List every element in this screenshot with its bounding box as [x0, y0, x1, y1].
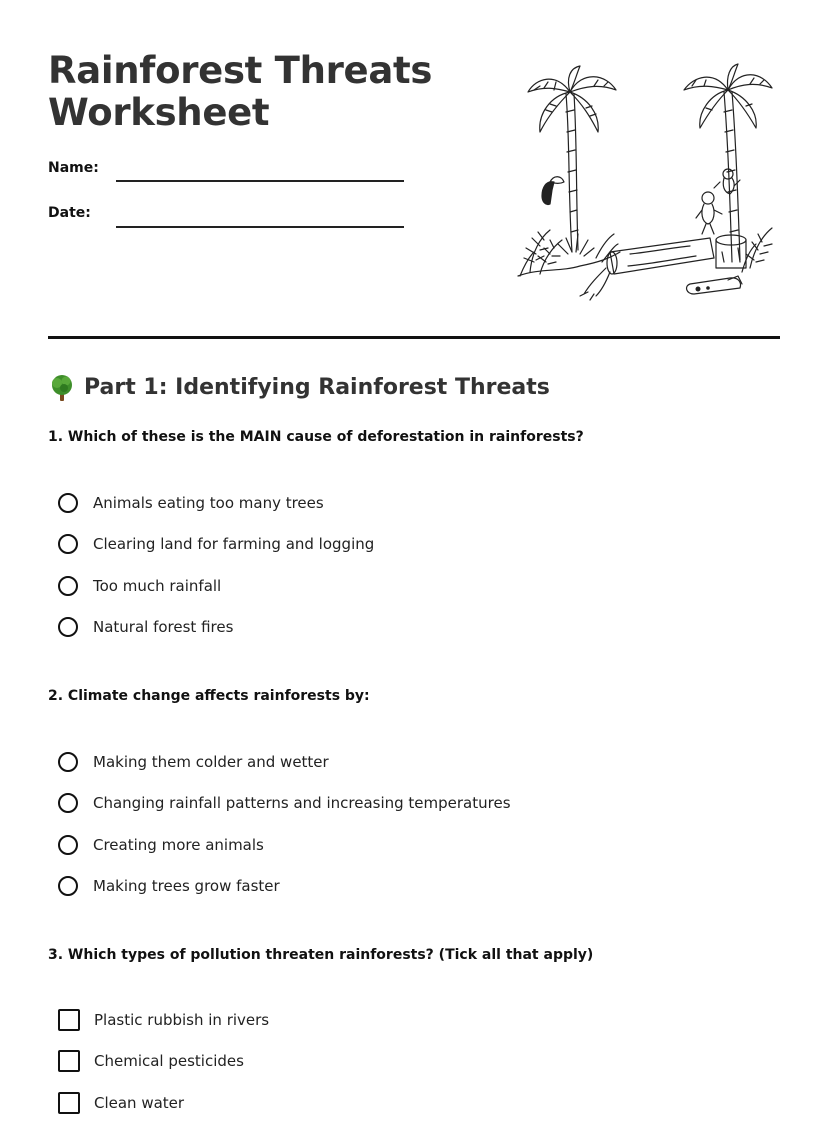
question-3-option-2[interactable] — [58, 1041, 269, 1083]
option-label: Making them colder and wetter — [93, 752, 329, 771]
part1-title — [48, 373, 550, 403]
date-line[interactable] — [116, 226, 404, 228]
monkey-icon — [696, 169, 740, 234]
question-2-option-3[interactable] — [58, 824, 511, 866]
question-1-option-2[interactable] — [58, 524, 374, 566]
title-line-2: Worksheet — [48, 91, 270, 134]
option-label: Too much rainfall — [93, 576, 222, 595]
question-3: 3. Which types of pollution threaten rainforests? (Tick all that apply) — [48, 947, 594, 963]
radio-button[interactable] — [58, 876, 78, 896]
option-label: Clearing land for farming and logging — [93, 535, 375, 554]
palm-tree-right-icon — [684, 64, 772, 262]
radio-button[interactable] — [58, 835, 78, 855]
radio-button[interactable] — [58, 534, 78, 554]
date-label: Date: — [48, 205, 91, 221]
checkbox[interactable] — [58, 1050, 80, 1072]
radio-button[interactable] — [58, 617, 78, 637]
option-label: Natural forest fires — [93, 618, 234, 637]
question-2-option-1[interactable] — [58, 741, 511, 783]
name-label: Name: — [48, 160, 99, 176]
grass-icon — [558, 234, 594, 256]
radio-button[interactable] — [58, 493, 78, 513]
question-3-option-3[interactable] — [58, 1082, 269, 1124]
option-label: Creating more animals — [93, 835, 264, 854]
question-3-options — [58, 999, 269, 1124]
question-1-option-3[interactable] — [58, 565, 374, 607]
part1-title-text: Part 1: Identifying Rainforest Threats — [84, 375, 550, 400]
checkbox[interactable] — [58, 1092, 80, 1114]
question-1-options — [58, 482, 374, 648]
option-label: Animals eating too many trees — [93, 493, 324, 512]
option-label: Making trees grow faster — [93, 877, 280, 896]
question-2-options — [58, 741, 511, 907]
palm-tree-left-icon — [528, 66, 616, 252]
question-1-option-1[interactable] — [58, 482, 374, 524]
name-line[interactable] — [116, 180, 404, 182]
question-2-option-4[interactable] — [58, 866, 511, 908]
option-label: Clean water — [94, 1093, 185, 1112]
question-3-option-1[interactable] — [58, 999, 269, 1041]
worksheet-title — [48, 50, 432, 134]
title-line-1: Rainforest Threats — [48, 49, 433, 92]
fallen-log-icon — [580, 238, 714, 300]
tree-icon — [48, 374, 76, 402]
question-2: 2. Climate change affects rainforests by: — [48, 688, 370, 704]
radio-button[interactable] — [58, 793, 78, 813]
question-1-option-4[interactable] — [58, 607, 374, 649]
radio-button[interactable] — [58, 752, 78, 772]
question-1: 1. Which of these is the MAIN cause of deforestation in rainforests? — [48, 429, 584, 445]
option-label: Plastic rubbish in rivers — [94, 1010, 270, 1029]
option-label: Changing rainfall patterns and increasing temperatures — [93, 794, 511, 813]
checkbox[interactable] — [58, 1009, 80, 1031]
rainforest-deforestation-icon — [510, 62, 780, 302]
option-label: Chemical pesticides — [94, 1052, 244, 1071]
fern-left-icon — [520, 230, 562, 276]
header-divider — [48, 336, 780, 339]
radio-button[interactable] — [58, 576, 78, 596]
chainsaw-icon — [687, 276, 742, 294]
toucan-icon — [542, 177, 564, 205]
question-2-option-2[interactable] — [58, 783, 511, 825]
